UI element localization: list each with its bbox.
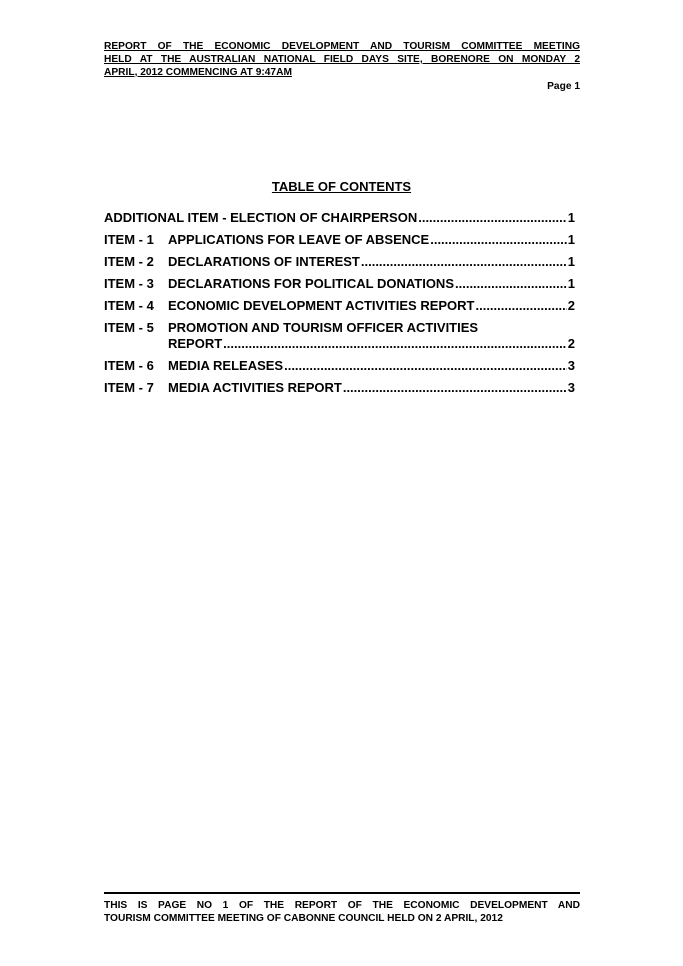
toc-entry-label: REPORT — [168, 336, 223, 351]
toc-entry-item-1[interactable] — [104, 232, 575, 248]
toc-leader-dots — [418, 210, 567, 226]
toc-entry-page: 2 — [567, 298, 575, 313]
toc-entry-number: ITEM - 3 — [104, 276, 154, 291]
footer-line-2: TOURISM COMMITTEE MEETING OF CABONNE COUNCIL HELD ON 2 APRIL, 2012 — [104, 913, 503, 924]
toc-entry-additional-item[interactable] — [104, 210, 575, 226]
toc-entry-item-3[interactable] — [104, 276, 575, 292]
toc-leader-dots — [475, 298, 566, 314]
toc-entry-item-5[interactable] — [104, 320, 575, 352]
toc-entry-label: ECONOMIC DEVELOPMENT ACTIVITIES REPORT — [168, 298, 475, 313]
toc-entry-item-4[interactable] — [104, 298, 575, 314]
toc-entry-item-7[interactable] — [104, 380, 575, 396]
toc-entry-number: ITEM - 2 — [104, 254, 154, 269]
footer-divider — [104, 892, 580, 894]
table-of-contents — [104, 210, 575, 402]
toc-leader-dots — [343, 380, 567, 396]
toc-entry-label: DECLARATIONS OF INTEREST — [168, 254, 360, 269]
toc-entry-page: 1 — [567, 210, 575, 225]
toc-leader-dots — [361, 254, 567, 270]
toc-entry-page: 1 — [567, 276, 575, 291]
toc-entry-item-6[interactable] — [104, 358, 575, 374]
toc-entry-item-2[interactable] — [104, 254, 575, 270]
toc-entry-number: ITEM - 5 — [104, 320, 154, 335]
toc-entry-number: ITEM - 6 — [104, 358, 154, 373]
header-line-2: HELD AT THE AUSTRALIAN NATIONAL FIELD DAYS SITE, BORENORE ON MONDAY 2 — [104, 54, 580, 65]
report-footer — [104, 899, 580, 925]
header-line-3: APRIL, 2012 COMMENCING AT 9:47AM — [104, 67, 292, 78]
toc-entry-number: ITEM - 7 — [104, 380, 154, 395]
header-line-1: REPORT OF THE ECONOMIC DEVELOPMENT AND TOURISM COMMITTEE MEETING — [104, 41, 580, 52]
toc-entry-page: 2 — [567, 336, 575, 351]
toc-leader-dots — [455, 276, 567, 292]
toc-entry-label: DECLARATIONS FOR POLITICAL DONATIONS — [168, 276, 454, 291]
toc-leader-dots — [223, 336, 567, 352]
toc-entry-label: ADDITIONAL ITEM - ELECTION OF CHAIRPERSON — [104, 210, 418, 225]
toc-entry-label: APPLICATIONS FOR LEAVE OF ABSENCE — [168, 232, 430, 247]
toc-entry-page: 3 — [567, 380, 575, 395]
toc-entry-number: ITEM - 1 — [104, 232, 154, 247]
toc-entry-page: 1 — [567, 254, 575, 269]
report-header — [104, 40, 580, 79]
toc-entry-label: MEDIA RELEASES — [168, 358, 284, 373]
toc-leader-dots — [430, 232, 567, 248]
toc-leader-dots — [284, 358, 567, 374]
toc-entry-label: MEDIA ACTIVITIES REPORT — [168, 380, 342, 395]
toc-entry-label-line1: PROMOTION AND TOURISM OFFICER ACTIVITIES — [168, 320, 479, 335]
toc-entry-number: ITEM - 4 — [104, 298, 154, 313]
page-number: Page 1 — [547, 81, 580, 92]
toc-entry-page: 3 — [567, 358, 575, 373]
footer-line-1: THIS IS PAGE NO 1 OF THE REPORT OF THE ECONOMIC DEVELOPMENT AND — [104, 900, 580, 911]
toc-entry-page: 1 — [567, 232, 575, 247]
toc-title: TABLE OF CONTENTS — [271, 179, 412, 194]
